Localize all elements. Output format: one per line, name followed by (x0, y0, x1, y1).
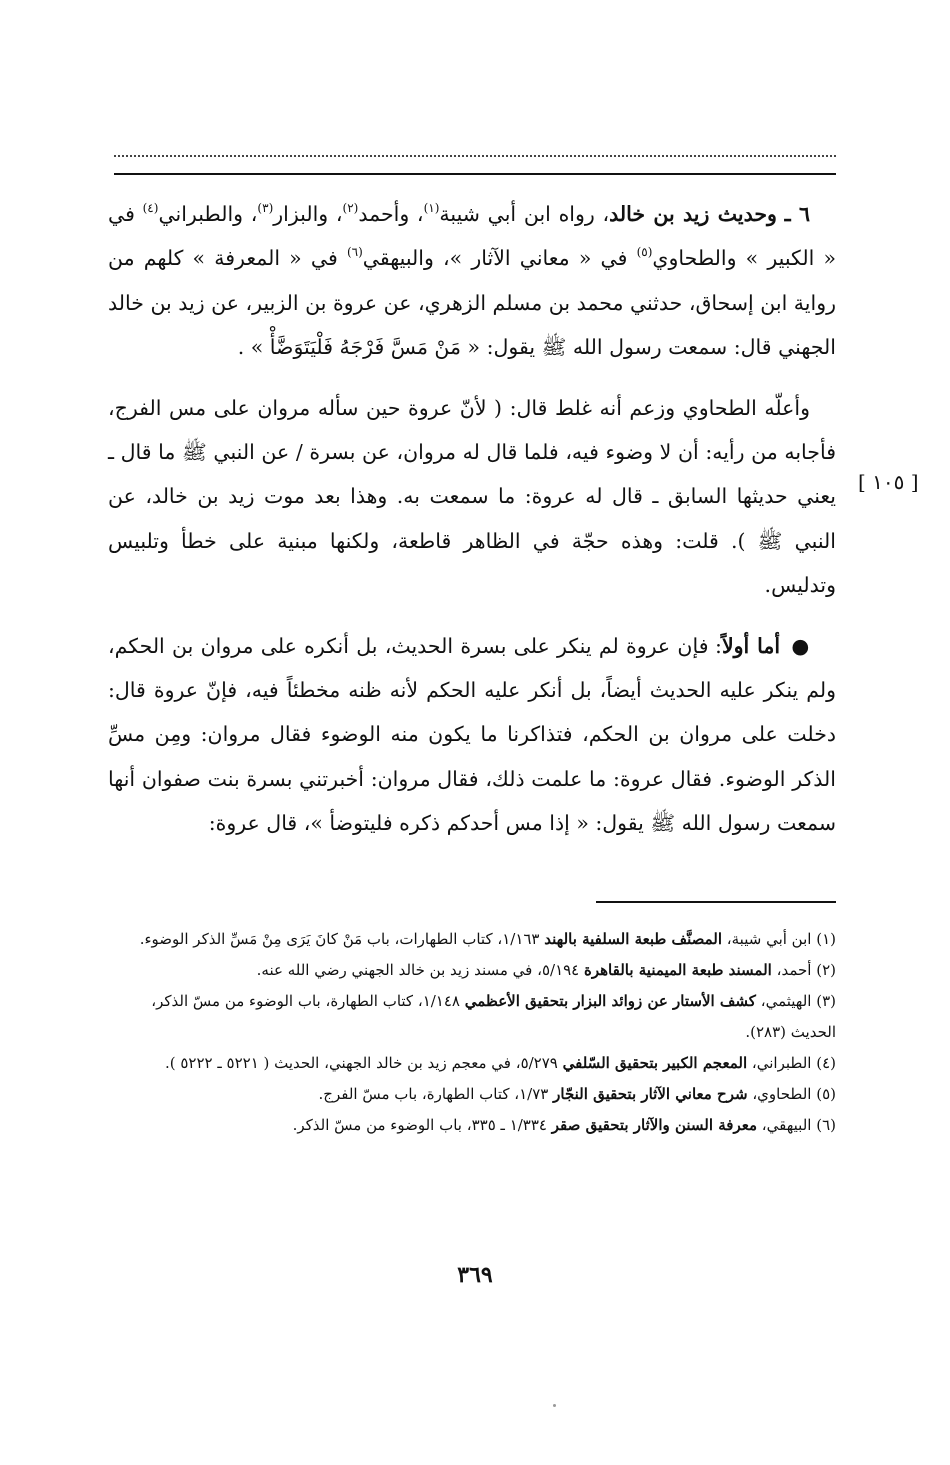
footnote-number: (٤) (816, 1054, 836, 1072)
bullet-icon: ● (791, 633, 810, 658)
margin-page-reference: [ ١٠٥ ] (858, 470, 919, 494)
footnote-item (108, 924, 836, 955)
text-run: في « الكبير » والطحاوي (108, 202, 836, 271)
text-run: في « معاني الآثار »، والبيهقي (362, 246, 637, 271)
footnote-item (108, 1079, 836, 1110)
page-number: ٣٦٩ (457, 1262, 493, 1288)
footnote-item (108, 1110, 836, 1141)
footnote-number: (٥) (816, 1085, 836, 1103)
footnotes (108, 924, 836, 1141)
main-text (108, 192, 836, 846)
footnote-ref: (٤) (142, 201, 159, 215)
text-run: ، والطبراني (158, 202, 258, 226)
footnote-text: الهيثمي، (755, 992, 817, 1010)
footnote-text: ابن أبي شيبة، (722, 930, 817, 948)
footnote-ref: (٢) (342, 201, 359, 215)
footnote-ref: (٣) (257, 201, 274, 215)
text-run: : فإن عروة لم ينكر على بسرة الحديث، بل أنكره على مروان بن الحكم، ولم ينكر عليه الحديث أيضاً، بل أنكر عليه الحكم لأنه ظنه مخطئاً فيه، فإنّ عروة قال: دخلت على مروان بن الحكم، فتذاكرنا ما يكون منه الوضوء فقال مروان: ومِن مسِّ الذكر الوضوء. فقال عروة: ما علمت ذلك، فقال مروان: أخبرتني بسرة بنت صفوان أنها سمعت رسول الله ﷺ يقول: « إذا مس أحدكم ذكره فليتوضأ »، قال عروة: (108, 633, 836, 836)
footnote-text: ١/١٤٨، كتاب الطهارة، باب الوضوء من مسّ الذكر، الحديث (٢٨٣). (151, 992, 836, 1041)
footnote-text: الطحاوي، (747, 1085, 817, 1103)
header-dotted-rule (114, 155, 836, 157)
footnote-text: ٥/١٩٤، في مسند زيد بن خالد الجهني رضي الله عنه. (256, 961, 585, 979)
footnote-source: المسند طبعة الميمنية بالقاهرة (584, 961, 772, 979)
footnote-number: (٢) (816, 961, 836, 979)
footnote-item (108, 955, 836, 986)
text-run: ، وأحمد (358, 202, 424, 226)
footnote-number: (١) (816, 930, 836, 948)
scan-speck (553, 1404, 556, 1407)
footnote-item (108, 986, 836, 1048)
paragraph-tahawi: وأعلّه الطحاوي وزعم أنه غلط قال: ( لأنّ عروة حين سأله مروان على مس الفرج، فأجابه من رأيه: أن لا وضوء فيه، فلما قال له مروان، عن بسرة / عن النبي ﷺ ما قال ـ يعني حديثها السابق ـ قال له عروة: ما سمعت به. وهذا بعد موت زيد بن خالد، عن النبي ﷺ ). قلت: وهذه حجّة في الظاهر قاطعة، ولكنها مبنية على خطأ وتلبيس وتدليس. (108, 395, 836, 598)
footnote-text: ٥/٢٧٩، في معجم زيد بن خالد الجهني، الحديث ( ٥٢٢١ ـ ٥٢٢٢ ). (164, 1054, 563, 1072)
footnote-ref: (٥) (636, 245, 653, 260)
footnote-number: (٣) (816, 992, 836, 1010)
footnote-source: كشف الأستار عن زوائد البزار بتحقيق الأعظمي (464, 992, 756, 1010)
text-run: في « المعرفة » كلهم من رواية ابن إسحاق، حدثني محمد بن مسلم الزهري، عن عروة بن الزبير، عن زيد بن خالد الجهني قال: سمعت رسول الله ﷺ يقول: « مَنْ مَسَّ فَرْجَهُ فَلْيَتَوَضَّأْ » . (108, 246, 836, 360)
footnote-source: شرح معاني الآثار بتحقيق النجّار (553, 1085, 748, 1103)
footnote-text: البيهقي، (757, 1116, 817, 1134)
paragraph-hadith-zayd (108, 192, 836, 370)
text-run: ، والبزار (273, 202, 343, 226)
footnote-text: ١/٧٣، كتاب الطهارة، باب مسّ الفرج. (318, 1085, 554, 1103)
footnote-ref: (٦) (346, 245, 363, 260)
section-heading: وحديث زيد بن خالد (609, 202, 777, 226)
footnote-text: ١/٣٣٤ ـ ٣٣٥، باب الوضوء من مسّ الذكر. (292, 1116, 552, 1134)
footnote-text: أحمد، (771, 961, 817, 979)
footnote-item (108, 1048, 836, 1079)
footnote-source: المصنَّف طبعة السلفية بالهند (544, 930, 723, 948)
text-run: ، رواه ابن أبي شيبة (439, 202, 610, 226)
header-solid-rule (114, 173, 836, 175)
footnote-text: ١/١٦٣، كتاب الطهارات، باب مَنْ كانَ يَرَى مِنْ مَسِّ الذكر الوضوء. (139, 930, 545, 948)
paragraph-lead: أما أولاً (721, 633, 781, 658)
footnote-text: الطبراني، (747, 1054, 817, 1072)
footnote-source: المعجم الكبير بتحقيق السّلفي (562, 1054, 748, 1072)
paragraph-firstly (108, 624, 836, 846)
footnote-separator (596, 901, 836, 903)
item-number: ٦ ـ (784, 202, 810, 226)
footnote-number: (٦) (816, 1116, 836, 1134)
footnote-ref: (١) (423, 201, 440, 215)
footnote-source: معرفة السنن والآثار بتحقيق صقر (551, 1116, 758, 1134)
